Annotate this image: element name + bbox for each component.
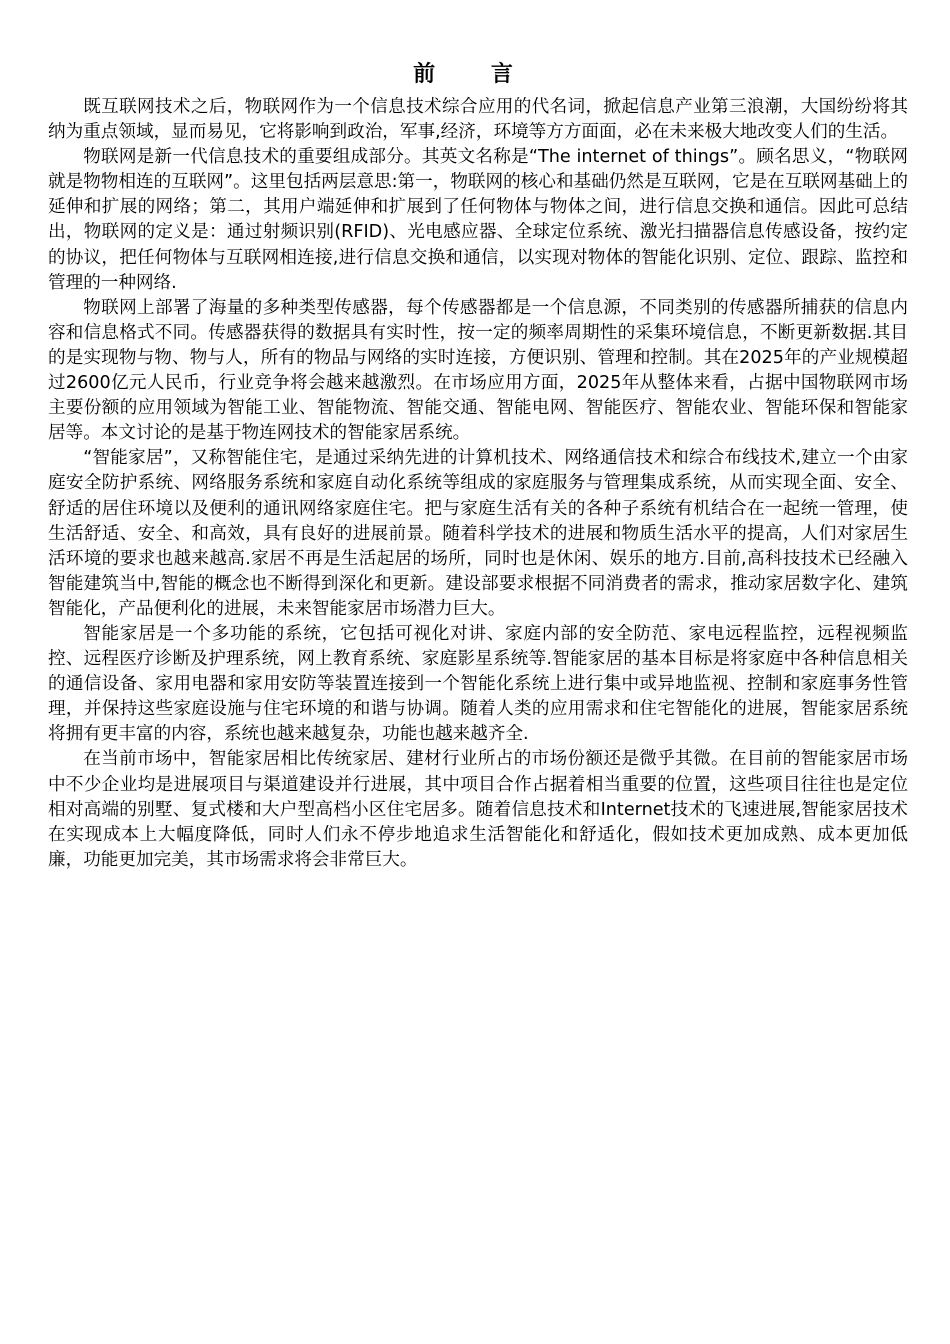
paragraph-4: “智能家居”，又称智能住宅，是通过采纳先进的计算机技术、网络通信技术和综合布线技术,建立一个由家庭安全防护系统、网络服务系统和家庭自动化系统等组成的家庭服务与管理集成系统，从而实现全面、安全、舒适的居住环境以及便利的通讯网络家庭住宅。把与家庭生活有关的各种子系统有机结合在一起统一管理，使生活舒适、安全、和高效，具有良好的进展前景。随着科学技术的进展和物质生活水平的提高，人们对家居生活环境的要求也越来越高.家居不再是生活起居的场所，同时也是休闲、娱乐的地方.目前,高科技技术已经融入智能建筑当中,智能的概念也不断得到深化和更新。建设部要求根据不同消费者的需求，推动家居数字化、建筑智能化，产品便利化的进展，未来智能家居市场潜力巨大。 xyxy=(48,448,908,619)
paragraph-2: 物联网是新一代信息技术的重要组成部分。其英文名称是“The internet of things”。顾名思义，“物联网就是物物相连的互联网”。这里包括两层意思:第一，物联网的核心和基础仍然是互联网，它是在互联网基础上的延伸和扩展的网络；第二，其用户端延伸和扩展到了任何物体与物体之间，进行信息交换和通信。因此可总结出，物联网的定义是：通过射频识别(RFID)、光电感应器、全球定位系统、激光扫描器信息传感设备，按约定的协议，把任何物体与互联网相连接,进行信息交换和通信，以实现对物体的智能化识别、定位、跟踪、监控和管理的一种网络. xyxy=(48,147,908,293)
document-body xyxy=(48,95,908,873)
paragraph-5: 智能家居是一个多功能的系统，它包括可视化对讲、家庭内部的安全防范、家电远程监控，远程视频监控、远程医疗诊断及护理系统，网上教育系统、家庭影星系统等.智能家居的基本目标是将家庭中各种信息相关的通信设备、家用电器和家用安防等装置连接到一个智能化系统上进行集中或异地监视、控制和家庭事务性管理，并保持这些家庭设施与住宅环境的和谐与协调。随着人类的应用需求和住宅智能化的进展，智能家居系统将拥有更丰富的内容，系统也越来越复杂，功能也越来越齐全. xyxy=(48,623,908,745)
paragraph-1: 既互联网技术之后，物联网作为一个信息技术综合应用的代名词，掀起信息产业第三浪潮，大国纷纷将其纳为重点领域，显而易见，它将影响到政治，军事,经济，环境等方方面面，必在未来极大地改变人们的生活。 xyxy=(48,97,908,143)
paragraph-3: 物联网上部署了海量的多种类型传感器，每个传感器都是一个信息源，不同类别的传感器所捕获的信息内容和信息格式不同。传感器获得的数据具有实时性，按一定的频率周期性的采集环境信息，不断更新数据.其目的是实现物与物、物与人，所有的物品与网络的实时连接，方便识别、管理和控制。其在2025年的产业规模超过2600亿元人民币，行业竞争将会越来越激烈。在市场应用方面，2025年从整体来看，占据中国物联网市场主要份额的应用领域为智能工业、智能物流、智能交通、智能电网、智能医疗、智能农业、智能环保和智能家居等。本文讨论的是基于物连网技术的智能家居系统。 xyxy=(48,297,908,444)
paragraph-6: 在当前市场中，智能家居相比传统家居、建材行业所占的市场份额还是微乎其微。在目前的智能家居市场中不少企业均是进展项目与渠道建设并行进展，其中项目合作占据着相当重要的位置，这些项目往往也是定位相对高端的别墅、复式楼和大户型高档小区住宅居多。随着信息技术和Internet技术的飞速进展,智能家居技术在实现成本上大幅度降低，同时人们永不停步地追求生活智能化和舒适化，假如技术更加成熟、成本更加低廉，功能更加完美，其市场需求将会非常巨大。 xyxy=(48,749,908,870)
page-title: 前 言 xyxy=(413,62,537,87)
